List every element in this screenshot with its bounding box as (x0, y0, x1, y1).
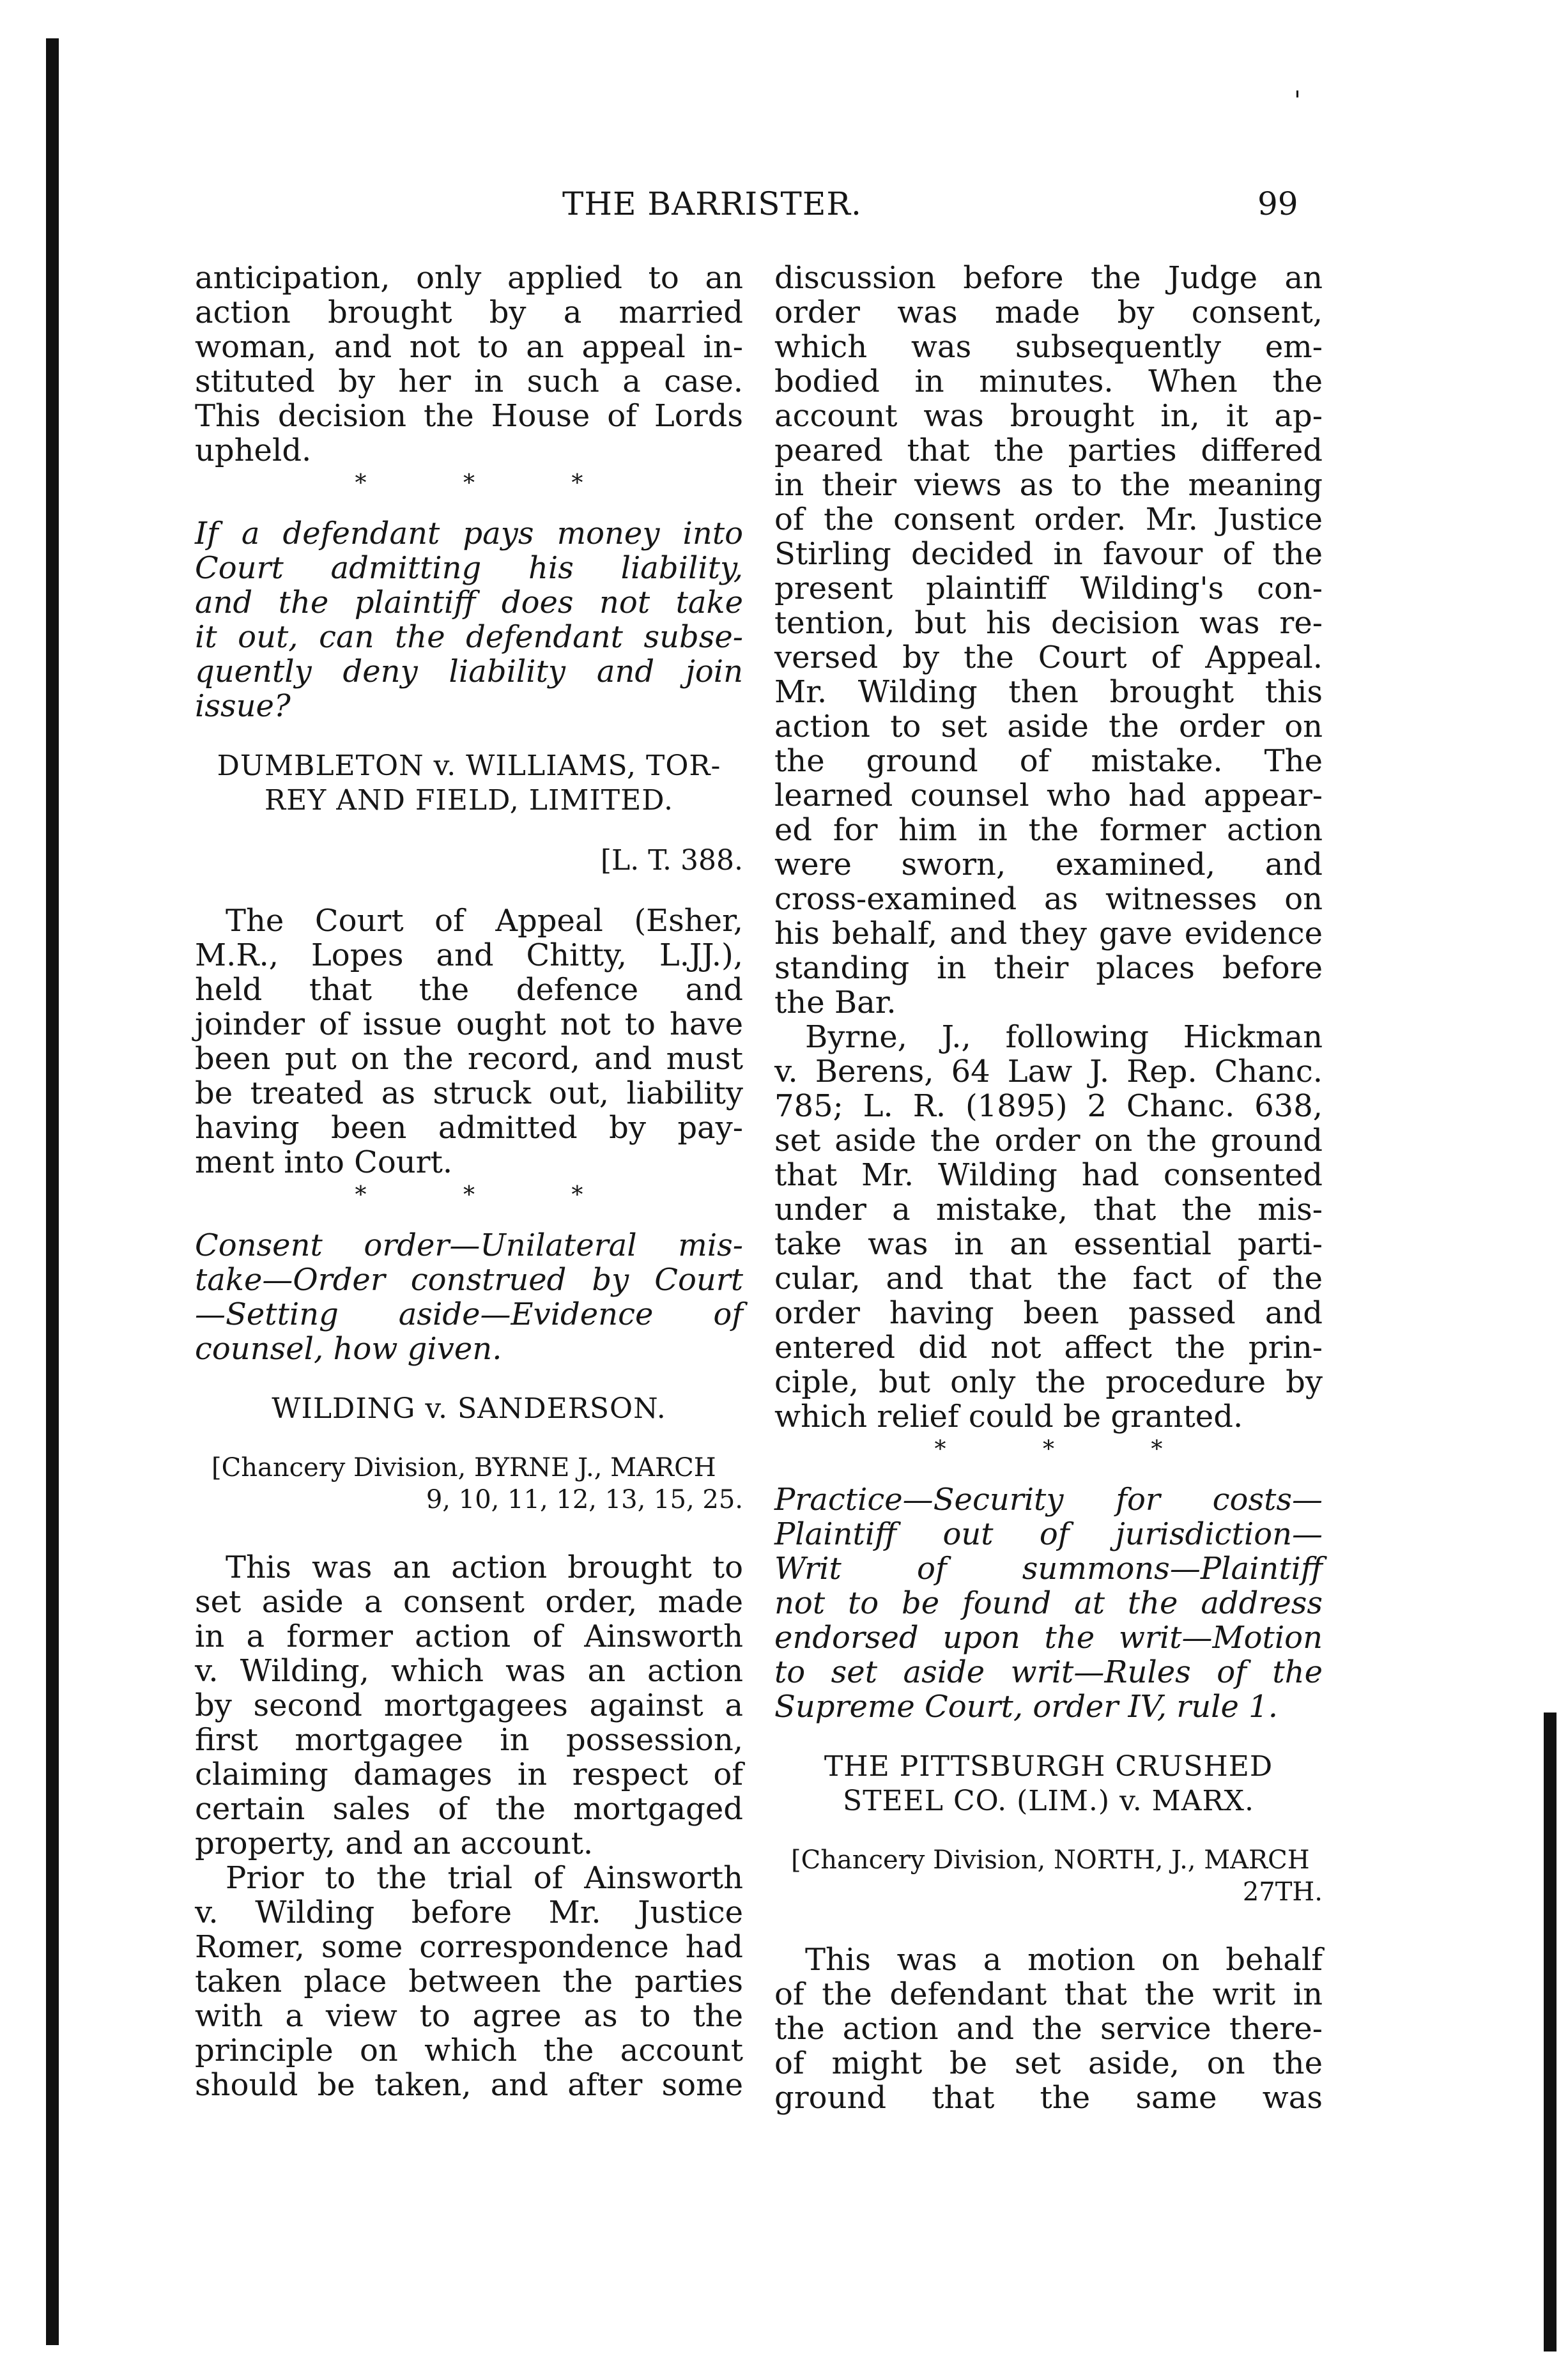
left-scan-border (46, 38, 59, 2345)
text-line: cular, and that the fact of the (774, 1261, 1323, 1297)
text-line: under a mistake, that the mis- (774, 1192, 1323, 1228)
left-column (195, 261, 743, 2102)
text-line: v. Wilding before Mr. Justice (195, 1895, 743, 1930)
text-line: bodied in minutes. When the (774, 364, 1323, 399)
text-line: set aside the order on the ground (774, 1123, 1323, 1158)
text-line: present plaintiff Wilding's con- (774, 571, 1323, 606)
section-separator: * * * (355, 470, 628, 496)
text-line: This was an action brought to (226, 1550, 743, 1585)
text-line: This was a motion on behalf (805, 1942, 1323, 1978)
paragraph-discussion (774, 261, 1323, 1020)
text-line: counsel, how given. (195, 1331, 502, 1367)
text-line: which relief could be granted. (774, 1399, 1243, 1435)
text-line: upheld. (195, 433, 312, 468)
right-column (774, 261, 1323, 2115)
text-line: Supreme Court, order IV, rule 1. (774, 1689, 1278, 1725)
section-separator: * * * (934, 1436, 1208, 1463)
text-line: were sworn, examined, and (774, 847, 1323, 882)
text-line: take—Order construed by Court (195, 1262, 743, 1298)
text-line: Prior to the trial of Ainsworth (226, 1860, 743, 1896)
text-line: in a former action of Ainsworth (195, 1619, 743, 1654)
text-line: cross-examined as witnesses on (774, 881, 1323, 917)
text-line: ed for him in the former action (774, 812, 1323, 848)
text-line: held that the defence and (195, 972, 743, 1008)
case-title-wilding: WILDING v. SANDERSON. (272, 1392, 666, 1425)
text-line: the action and the service there- (774, 2011, 1323, 2047)
text-line: Romer, some correspondence had (195, 1929, 743, 1965)
text-line: the Bar. (774, 985, 896, 1020)
text-line: versed by the Court of Appeal. (774, 640, 1323, 675)
text-line: been put on the record, and must (195, 1041, 743, 1077)
case-heading-question (195, 516, 743, 723)
text-line: Court admitting his liability, (195, 550, 743, 586)
text-line: be treated as struck out, liability (195, 1075, 743, 1111)
text-line: peared that the parties differed (774, 433, 1323, 468)
text-line: Byrne, J., following Hickman (805, 1019, 1323, 1055)
text-line: action brought by a married (195, 295, 743, 330)
text-line: Plaintiff out of jurisdiction— (774, 1516, 1323, 1552)
text-line: entered did not affect the prin- (774, 1330, 1323, 1366)
text-line: 27TH. (1242, 1877, 1323, 1907)
text-line: M.R., Lopes and Chitty, L.JJ.), (195, 937, 743, 973)
text-line: of might be set aside, on the (774, 2045, 1323, 2081)
paragraph-action-brought (195, 1550, 743, 1861)
text-line: by second mortgagees against a (195, 1688, 743, 1723)
text-line: Stirling decided in favour of the (774, 536, 1323, 572)
text-line: Writ of summons—Plaintiff (774, 1551, 1323, 1587)
text-line: taken place between the parties (195, 1964, 743, 1999)
text-line: Practice—Security for costs— (774, 1482, 1323, 1518)
text-line: stituted by her in such a case. (195, 364, 743, 399)
case-heading-consent-order (195, 1228, 743, 1366)
text-line: v. Berens, 64 Law J. Rep. Chanc. (774, 1054, 1323, 1089)
text-line: having been admitted by pay- (195, 1110, 743, 1146)
text-line: [Chancery Division, NORTH, J., MARCH (791, 1845, 1310, 1875)
text-line: not to be found at the address (774, 1585, 1323, 1621)
paragraph-opening (195, 261, 743, 468)
text-line: [Chancery Division, BYRNE J., MARCH (211, 1453, 716, 1482)
text-line: it out, can the defendant subse- (195, 619, 743, 655)
paragraph-motion (774, 1943, 1323, 2115)
text-line: that Mr. Wilding had consented (774, 1157, 1323, 1193)
text-line: DUMBLETON v. WILLIAMS, TOR- (217, 750, 721, 782)
text-line: ment into Court. (195, 1144, 453, 1180)
text-line: —Setting aside—Evidence of (195, 1297, 743, 1332)
court-line (774, 1844, 1323, 1908)
text-line: woman, and not to an appeal in- (195, 329, 743, 365)
paragraph-prior-to-trial (195, 1861, 743, 2102)
text-line: order was made by consent, (774, 295, 1323, 330)
text-line: If a defendant pays money into (195, 516, 743, 551)
text-line: property, and an account. (195, 1826, 594, 1861)
text-line: issue? (195, 688, 291, 724)
page-header (0, 185, 1568, 236)
text-line: with a view to agree as to the (195, 1998, 743, 2034)
text-line: REY AND FIELD, LIMITED. (265, 784, 673, 817)
text-line: of the consent order. Mr. Justice (774, 502, 1323, 537)
text-line: take was in an essential parti- (774, 1226, 1323, 1262)
text-line: joinder of issue ought not to have (195, 1006, 743, 1042)
text-line: This decision the House of Lords (195, 398, 743, 434)
text-line: principle on which the account (195, 2033, 743, 2068)
text-line: discussion before the Judge an (774, 260, 1323, 296)
text-line: standing in their places before (774, 950, 1323, 986)
text-line: to set aside writ—Rules of the (774, 1654, 1323, 1690)
page-number: 99 (1257, 185, 1298, 222)
text-line: learned counsel who had appear- (774, 778, 1323, 813)
paragraph-court-of-appeal (195, 904, 743, 1180)
text-line: tention, but his decision was re- (774, 605, 1323, 641)
text-line: STEEL CO. (LIM.) v. MARX. (843, 1785, 1254, 1817)
section-separator: * * * (355, 1182, 628, 1208)
case-title-pittsburgh (774, 1750, 1323, 1819)
text-line: should be taken, and after some (195, 2067, 743, 2103)
case-citation: [L. T. 388. (600, 844, 743, 877)
running-title: THE BARRISTER. (562, 185, 862, 222)
text-line: in their views as to the meaning (774, 467, 1323, 503)
text-line: Mr. Wilding then brought this (774, 674, 1323, 710)
court-line (195, 1452, 743, 1516)
right-scan-border (1544, 1713, 1556, 2351)
text-line: order having been passed and (774, 1295, 1323, 1331)
case-title-dumbleton (195, 749, 743, 818)
margin-tick-mark: ' (1294, 86, 1301, 116)
text-line: of the defendant that the writ in (774, 1976, 1323, 2012)
case-heading-practice (774, 1482, 1323, 1724)
text-line: first mortgagee in possession, (195, 1722, 743, 1758)
text-line: his behalf, and they gave evidence (774, 916, 1323, 951)
text-line: endorsed upon the writ—Motion (774, 1620, 1323, 1656)
text-line: anticipation, only applied to an (195, 260, 743, 296)
text-line: which was subsequently em- (774, 329, 1323, 365)
text-line: set aside a consent order, made (195, 1584, 743, 1620)
text-line: v. Wilding, which was an action (195, 1653, 743, 1689)
text-line: 785; L. R. (1895) 2 Chanc. 638, (774, 1088, 1323, 1124)
text-line: 9, 10, 11, 12, 13, 15, 25. (426, 1485, 743, 1514)
text-line: ciple, but only the procedure by (774, 1364, 1323, 1400)
text-line: and the plaintiff does not take (195, 585, 743, 620)
text-line: THE PITTSBURGH CRUSHED (824, 1750, 1273, 1783)
text-line: ground that the same was (774, 2080, 1323, 2116)
paragraph-byrne-judgment (774, 1020, 1323, 1434)
text-line: the ground of mistake. The (774, 743, 1323, 779)
text-line: claiming damages in respect of (195, 1757, 743, 1792)
text-line: action to set aside the order on (774, 709, 1323, 744)
text-line: quently deny liability and join (195, 654, 743, 689)
text-line: The Court of Appeal (Esher, (226, 903, 743, 939)
text-line: certain sales of the mortgaged (195, 1791, 743, 1827)
text-line: Consent order—Unilateral mis- (195, 1228, 743, 1263)
text-line: account was brought in, it ap- (774, 398, 1323, 434)
